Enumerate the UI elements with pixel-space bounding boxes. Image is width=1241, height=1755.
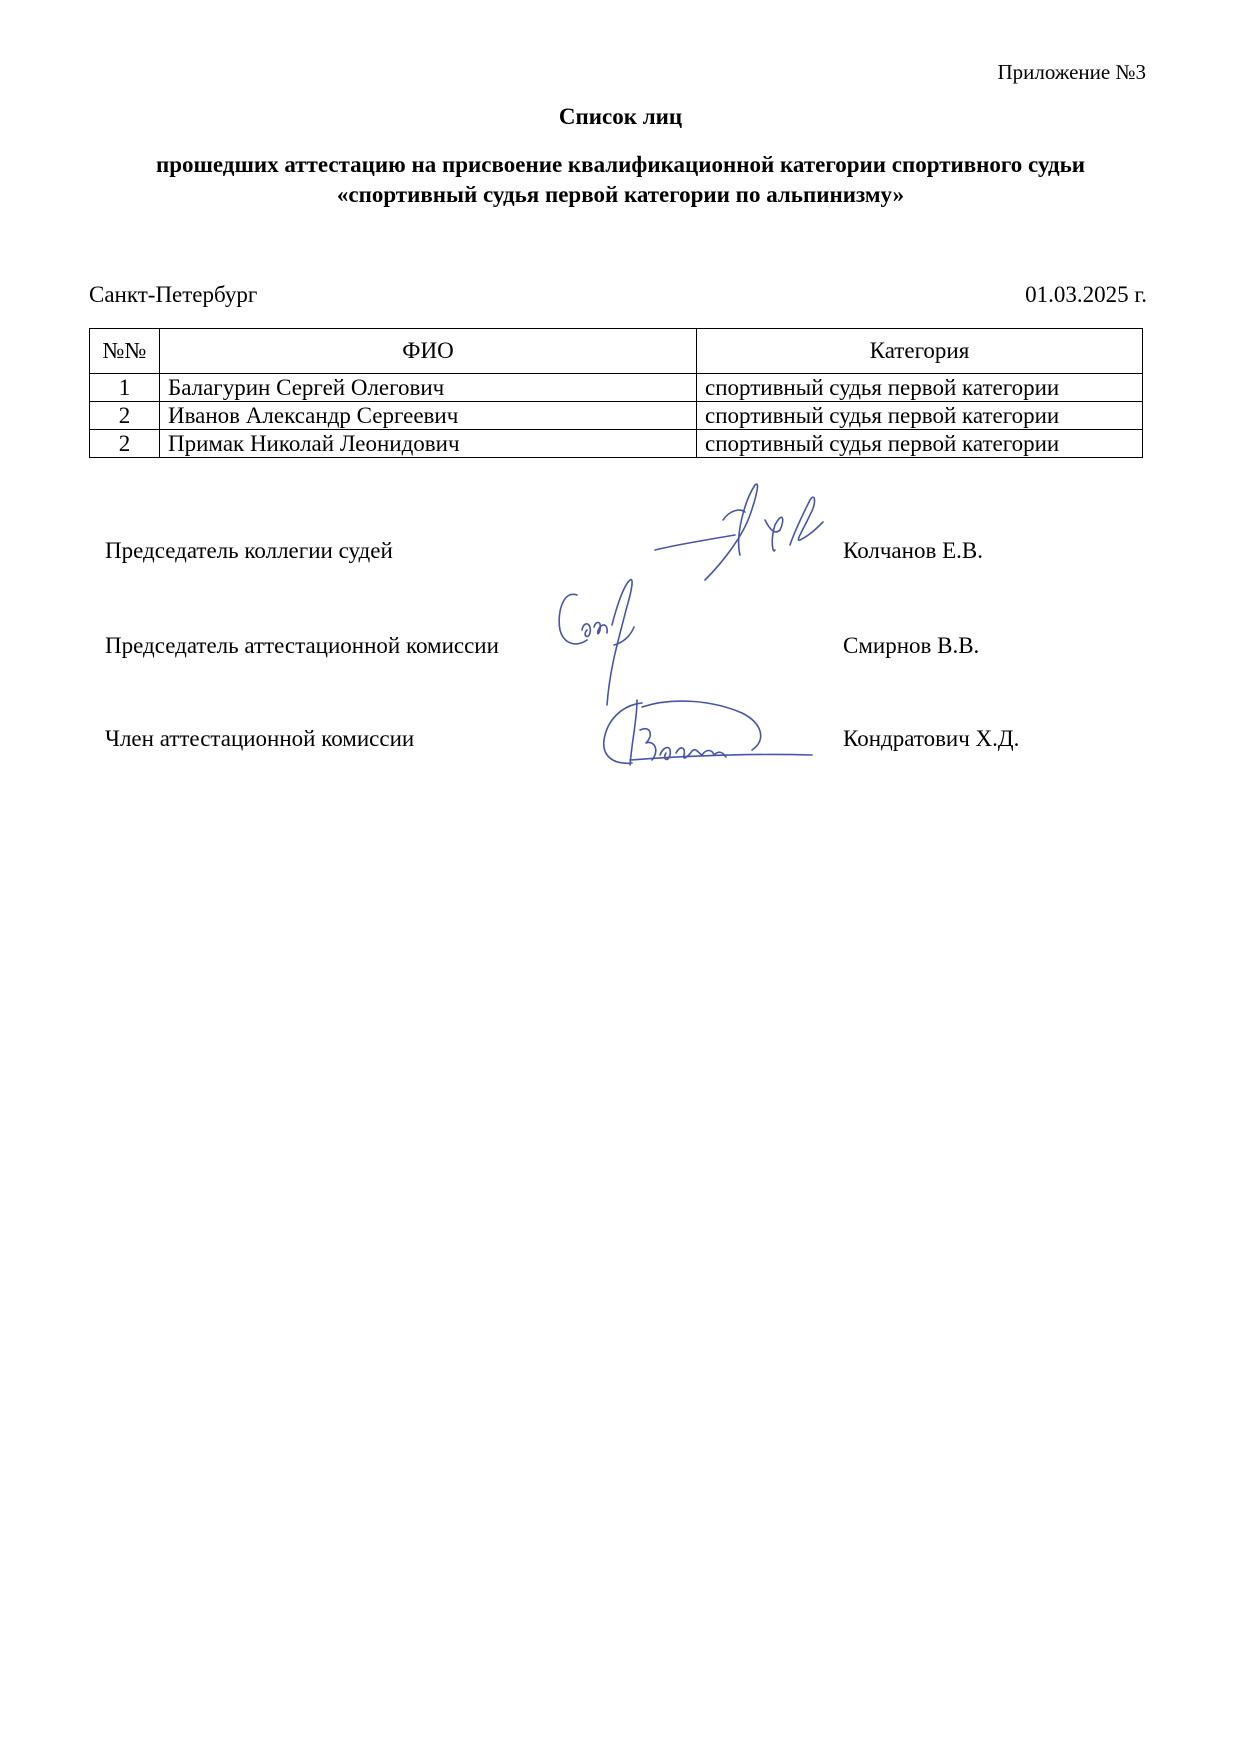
document-subtitle bbox=[60, 150, 1181, 210]
column-header-category: Категория bbox=[697, 329, 1143, 374]
subtitle-line-2: «спортивный судья первой категории по альпинизму» bbox=[336, 182, 905, 207]
row-fio: Иванов Александр Сергеевич bbox=[160, 402, 697, 430]
row-category: спортивный судья первой категории bbox=[697, 430, 1143, 458]
signature-kondratovich bbox=[602, 695, 817, 775]
appendix-label: Приложение №3 bbox=[997, 60, 1146, 84]
signature-smirnov bbox=[552, 575, 662, 715]
signatory-role-3: Член аттестационной комиссии bbox=[105, 726, 415, 751]
row-number: 2 bbox=[90, 402, 160, 430]
signatory-name-3: Кондратович Х.Д. bbox=[843, 726, 1020, 751]
signatory-role-1: Председатель коллегии судей bbox=[105, 538, 393, 563]
attestation-table bbox=[89, 328, 1143, 458]
row-fio: Балагурин Сергей Олегович bbox=[160, 374, 697, 402]
table-row bbox=[90, 430, 1143, 458]
row-category: спортивный судья первой категории bbox=[697, 374, 1143, 402]
row-fio: Примак Николай Леонидович bbox=[160, 430, 697, 458]
document-title: Список лиц bbox=[558, 104, 683, 129]
signatory-role-2: Председатель аттестационной комиссии bbox=[105, 633, 499, 658]
row-number: 1 bbox=[90, 374, 160, 402]
column-header-number: №№ bbox=[90, 329, 160, 374]
table-row bbox=[90, 374, 1143, 402]
city: Санкт-Петербург bbox=[89, 282, 258, 307]
signatory-name-2: Смирнов В.В. bbox=[843, 633, 980, 658]
row-category: спортивный судья первой категории bbox=[697, 402, 1143, 430]
table-row bbox=[90, 402, 1143, 430]
document-date: 01.03.2025 г. bbox=[1025, 282, 1147, 307]
table-header-row bbox=[90, 329, 1143, 374]
row-number: 2 bbox=[90, 430, 160, 458]
signature-kolchanov bbox=[645, 480, 825, 595]
signatory-name-1: Колчанов Е.В. bbox=[843, 538, 983, 563]
column-header-fio: ФИО bbox=[160, 329, 697, 374]
subtitle-line-1: прошедших аттестацию на присвоение квалификационной категории спортивного судьи bbox=[155, 152, 1086, 177]
